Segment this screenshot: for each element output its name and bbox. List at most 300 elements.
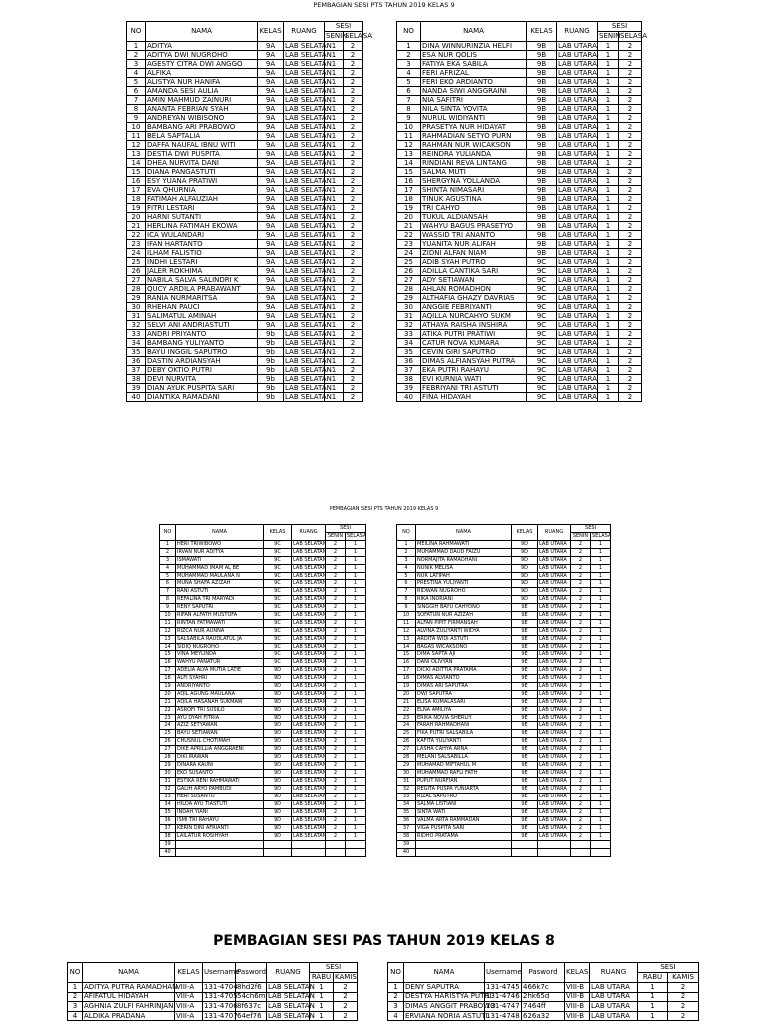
header-rabu: RABU <box>638 973 668 983</box>
table-cell: 9E <box>512 651 538 659</box>
table-cell: LAB SELATAN <box>285 329 332 338</box>
table-cell: EVA QHURNIA <box>146 186 258 195</box>
table-cell: LAB SELATAN <box>293 714 327 721</box>
table-cell: FIKA PUTRI SALSABILA <box>416 730 512 738</box>
table-cell: ATIKA PUTRI PRATIWI <box>421 330 527 339</box>
table-cell: ISMAWATI <box>176 556 264 564</box>
table-cell <box>416 840 512 848</box>
table-row <box>127 294 363 303</box>
table-cell: 22 <box>397 231 421 240</box>
table-cell: 18 <box>127 195 146 204</box>
table-cell: LAB UTARA <box>558 194 597 203</box>
table-cell: 2 <box>571 714 591 722</box>
table-cell: 9E <box>512 761 538 769</box>
table-cell: 9D <box>264 683 292 691</box>
table-cell: 1 <box>638 1002 668 1012</box>
table-row <box>397 195 642 204</box>
table-row <box>397 366 642 375</box>
table-cell: 9E <box>512 754 538 762</box>
table-cell: 1 <box>346 604 366 612</box>
table-cell: 9b <box>258 339 284 348</box>
table-cell: 16 <box>397 659 416 667</box>
table-cell: 9C <box>264 588 292 596</box>
table-cell: 1 <box>346 761 366 769</box>
table-row <box>397 777 611 785</box>
table-cell: 21 <box>397 222 421 231</box>
table-cell: 2 <box>326 746 346 754</box>
table-cell: FINA HIDAYAH <box>421 393 527 402</box>
table-cell: 1 <box>325 330 344 339</box>
table-cell: LAB SELATAN <box>293 548 327 555</box>
table-row <box>397 321 642 330</box>
table-cell: 14 <box>160 643 176 651</box>
table-cell: 1 <box>591 730 611 738</box>
table-cell: 2 <box>571 580 591 588</box>
table-row <box>160 793 366 801</box>
table-cell: 9B <box>527 123 557 132</box>
table-cell: 1 <box>598 348 619 357</box>
table-cell: 2 <box>571 619 591 627</box>
table-cell: SALSABILA RAUDLATUL JA <box>176 635 264 643</box>
table-row <box>397 60 642 69</box>
table-cell: 27 <box>397 276 421 285</box>
table-cell: LAB UTARA <box>538 761 571 769</box>
table-row <box>160 817 366 825</box>
header-no: NO <box>160 525 176 541</box>
table-row <box>160 848 366 856</box>
table-cell: 2 <box>571 683 591 691</box>
table-cell: AZIZ SETYAWAN <box>176 722 264 730</box>
table-cell: ATHAYA RAISHA INSHIRA <box>421 321 527 330</box>
table-cell: 1 <box>346 667 366 675</box>
section3-right-table <box>387 962 699 1021</box>
table-row <box>160 722 366 730</box>
table-header <box>127 22 373 42</box>
table-cell: LAB UTARA <box>558 176 597 185</box>
table-cell: 2 <box>334 983 358 993</box>
table-header <box>397 525 611 541</box>
table-cell: 9B <box>527 141 557 150</box>
table-cell: LAB SELATAN <box>293 643 327 650</box>
table-cell: 2 <box>571 738 591 746</box>
table-cell: 2 <box>344 276 363 285</box>
table-cell: 1 <box>325 123 344 132</box>
table-cell: 2 <box>619 168 642 177</box>
table-cell: 5 <box>397 572 416 580</box>
table-cell: FERI EKO ARDIANTO <box>421 78 527 87</box>
table-cell: LAB SELATAN <box>268 1001 315 1010</box>
header-rabu: RABU <box>310 973 334 983</box>
table-cell: 2 <box>326 817 346 825</box>
table-row <box>397 619 611 627</box>
table-cell: LAB SELATAN <box>293 801 327 808</box>
table-cell: 9C <box>527 285 557 294</box>
table-cell: 9B <box>527 168 557 177</box>
table-row <box>397 267 642 276</box>
table-cell: 1 <box>346 580 366 588</box>
table-cell: 7 <box>160 588 176 596</box>
table-cell: NUR LATIPAH <box>416 572 512 580</box>
table-row <box>160 738 366 746</box>
table-cell: NORMAJITA RAMADHANI <box>416 556 512 564</box>
header-kamis: KAMIS <box>335 973 357 981</box>
table-row <box>160 556 366 564</box>
table-cell: 9E <box>512 698 538 706</box>
table-cell: 37 <box>397 366 421 375</box>
table-row <box>397 339 642 348</box>
table-cell: LAB SELATAN <box>268 982 315 991</box>
table-cell: 8f637c <box>236 1002 267 1012</box>
table-cell: 9C <box>264 604 292 612</box>
table-cell: LAB SELATAN <box>285 41 332 50</box>
table-cell <box>571 840 591 848</box>
table-cell: 2 <box>571 667 591 675</box>
table-cell: ALFIKA <box>146 69 258 78</box>
table-cell: 1 <box>346 746 366 754</box>
table-cell: 7 <box>127 96 146 105</box>
table-cell: 2 <box>344 303 363 312</box>
table-cell: FATIYA EKA SABILA <box>421 60 527 69</box>
table-cell: 2 <box>344 267 363 276</box>
header-selasa: SELASA <box>620 32 648 40</box>
table-cell: 16 <box>160 659 176 667</box>
table-cell: ESTIKA RENI RAHMAWATI <box>176 777 264 785</box>
table-cell: 2 <box>127 51 146 60</box>
table-cell: 2 <box>571 777 591 785</box>
table-cell: 21 <box>160 698 176 706</box>
table-row <box>397 754 611 762</box>
table-cell: 1 <box>591 761 611 769</box>
table-cell: 9B <box>527 51 557 60</box>
table-cell: LAB UTARA <box>558 167 597 176</box>
table-row <box>160 840 366 848</box>
table-cell: 1 <box>325 366 344 375</box>
table-row <box>160 651 366 659</box>
table-cell: 2 <box>619 294 642 303</box>
table-cell: AHLAN ROMADHON <box>421 285 527 294</box>
table-cell: 29 <box>397 761 416 769</box>
table-cell: LAB SELATAN <box>293 746 327 753</box>
table-cell: AQILLA NURCAHYO SUKM <box>421 312 527 321</box>
table-cell: 1 <box>598 159 619 168</box>
table-cell: 2 <box>344 321 363 330</box>
table-cell: LAB SELATAN <box>268 992 315 1001</box>
table-row <box>397 612 611 620</box>
table-cell: SHERGYNA YOLLANDA <box>421 177 527 186</box>
table-cell: LAB UTARA <box>558 338 597 347</box>
table-cell: 9D <box>264 809 292 817</box>
table-cell: 9D <box>264 785 292 793</box>
table-cell: 2 <box>326 809 346 817</box>
table-cell: 9D <box>264 667 292 675</box>
table-cell: SELVI ANI ANDRIASTUTI <box>146 321 258 330</box>
table-cell: 54ch6m <box>237 992 266 1001</box>
table-row <box>397 675 611 683</box>
table-cell: LAB SELATAN <box>285 266 332 275</box>
table-cell: 1 <box>591 572 611 580</box>
table-cell: 2 <box>619 186 642 195</box>
table-cell: DIAN AYUK PUSPITA SARI <box>146 384 258 393</box>
table-cell: LAB SELATAN <box>293 785 327 792</box>
table-cell: 2 <box>571 698 591 706</box>
table-cell: INDAH YIANI <box>176 809 264 817</box>
table-cell: 1 <box>591 801 611 809</box>
table-cell: LAB SELATAN <box>285 392 332 401</box>
table-cell: 2 <box>668 992 699 1002</box>
table-cell: 1 <box>591 627 611 635</box>
table-cell: VIII-A <box>175 1002 203 1012</box>
table-cell: 31 <box>397 777 416 785</box>
table-cell: 2 <box>619 285 642 294</box>
table-cell: LAB UTARA <box>538 690 571 698</box>
table-row <box>397 572 611 580</box>
table-cell: LAB SELATAN <box>293 722 327 729</box>
table-cell: 2 <box>571 635 591 643</box>
table-cell: 29 <box>160 761 176 769</box>
table-cell: 19 <box>160 683 176 691</box>
table-row <box>160 612 366 620</box>
table-cell: 12 <box>160 627 176 635</box>
table-cell: 6 <box>160 580 176 588</box>
table-cell: 35 <box>397 348 421 357</box>
table-cell: 2 <box>344 258 363 267</box>
header-senin: SENIN <box>326 32 348 40</box>
table-cell: 12 <box>127 141 146 150</box>
table-cell: 1 <box>591 604 611 612</box>
header-sesi: SESI <box>571 525 611 533</box>
table-cell: 24 <box>397 722 416 730</box>
table-cell: LAB UTARA <box>558 158 597 167</box>
table-cell: 11 <box>397 132 421 141</box>
table-cell: LAB UTARA <box>558 293 597 302</box>
table-row <box>127 348 363 357</box>
table-cell: 1 <box>591 612 611 620</box>
table-cell: 2 <box>344 366 363 375</box>
table-row <box>127 177 363 186</box>
table-cell: LAB SELATAN <box>293 627 327 634</box>
header-nama: NAMA <box>83 963 175 983</box>
table-cell <box>292 848 326 856</box>
table-cell: 2 <box>334 992 358 1002</box>
table-cell: LAB UTARA <box>558 149 597 158</box>
table-cell: 1 <box>598 375 619 384</box>
table-cell: 1 <box>346 714 366 722</box>
table-cell: 20 <box>127 213 146 222</box>
table-cell: 2 <box>571 690 591 698</box>
table-cell: 2 <box>344 294 363 303</box>
table-cell: 9D <box>512 548 538 556</box>
table-cell: WAHYU BAGUS PRASETYO <box>421 222 527 231</box>
table-cell: DANI OLIVYAN <box>416 659 512 667</box>
section2-title: PEMBAGIAN SESI PTS TAHUN 2019 KELAS 9 <box>329 506 439 512</box>
table-cell: 9A <box>258 222 284 231</box>
header-kelas: KELAS <box>264 525 292 541</box>
table-cell: 1 <box>325 60 344 69</box>
table-body <box>68 983 358 1021</box>
table-cell: 1 <box>598 213 619 222</box>
table-cell: LAB SELATAN <box>293 540 327 547</box>
table-cell: TUKUL ALDIANSAH <box>421 213 527 222</box>
table-cell: 2 <box>344 51 363 60</box>
table-row <box>160 619 366 627</box>
table-row <box>397 627 611 635</box>
table-cell: AYU DYAH FITRIA <box>176 714 264 722</box>
table-cell: REGITA PUSPA YUNIARTA <box>416 785 512 793</box>
table-cell: 1 <box>346 556 366 564</box>
table-cell: 29 <box>397 294 421 303</box>
table-cell: 37 <box>160 825 176 833</box>
table-cell: 14 <box>127 159 146 168</box>
table-cell: 2 <box>326 769 346 777</box>
table-cell: 3 <box>397 60 421 69</box>
table-cell: 1 <box>598 267 619 276</box>
table-cell: 2 <box>619 393 642 402</box>
table-cell: LAB SELATAN <box>285 365 332 374</box>
table-cell: LAB SELATAN <box>285 158 332 167</box>
table-cell: 2 <box>344 204 363 213</box>
table-cell: 9D <box>264 769 292 777</box>
table-row <box>160 588 366 596</box>
table-cell: 22 <box>397 706 416 714</box>
table-cell: 28 <box>397 754 416 762</box>
table-cell: 2 <box>326 690 346 698</box>
table-cell: 1 <box>310 1011 334 1021</box>
table-cell: 9C <box>264 619 292 627</box>
table-cell: 1 <box>325 42 344 51</box>
table-cell: DASTIN ARDIANSYAH <box>146 357 258 366</box>
table-cell: 131-4707 <box>204 1011 238 1020</box>
table-cell: 3 <box>388 1002 404 1012</box>
table-row <box>160 667 366 675</box>
section2-right-table <box>396 524 611 857</box>
table-cell: 9D <box>512 588 538 596</box>
table-cell: LAB SELATAN <box>285 302 332 311</box>
table-cell: LAB UTARA <box>538 832 571 840</box>
table-cell: 9D <box>264 825 292 833</box>
table-cell: 2 <box>619 312 642 321</box>
table-cell: 24 <box>160 722 176 730</box>
table-cell: 1 <box>591 675 611 683</box>
table-cell: LAB SELATAN <box>293 817 327 824</box>
table-cell: ADITYA <box>146 42 258 51</box>
table-row <box>397 78 642 87</box>
table-cell: LAB SELATAN <box>285 347 332 356</box>
table-cell: 2 <box>619 231 642 240</box>
table-cell: 2 <box>619 96 642 105</box>
table-cell: 9A <box>258 303 284 312</box>
table-cell: NURUL WIDIYANTI <box>421 114 527 123</box>
table-cell: LAB UTARA <box>538 635 571 643</box>
table-cell: 9C <box>527 357 557 366</box>
table-cell: 2 <box>619 267 642 276</box>
table-cell <box>346 840 366 848</box>
table-cell: 1 <box>160 541 176 549</box>
table-cell: 2 <box>326 754 346 762</box>
table-cell: 39 <box>397 384 421 393</box>
header-kelas: KELAS <box>527 22 557 42</box>
table-cell: 2 <box>571 761 591 769</box>
table-cell: NANDA SIWI ANGGRAINI <box>421 87 527 96</box>
table-cell: 19 <box>397 683 416 691</box>
table-cell: 1 <box>325 231 344 240</box>
table-cell: PRESTINA YULIYANTI <box>416 580 512 588</box>
table-cell: 1 <box>325 303 344 312</box>
table-cell: 1 <box>591 706 611 714</box>
table-cell: 9D <box>264 730 292 738</box>
table-cell: LAB UTARA <box>558 122 597 131</box>
table-cell: ADITYA PUTRA RAMADHAN <box>84 982 178 991</box>
table-cell: LAB SELATAN <box>285 239 332 248</box>
table-cell: RIZAL SAPUTRO <box>416 793 512 801</box>
table-cell: LAB UTARA <box>538 651 571 659</box>
header-senin: SENIN <box>599 32 621 40</box>
table-cell: 1 <box>591 588 611 596</box>
table-cell: 1 <box>325 348 344 357</box>
table-cell: 2 <box>344 87 363 96</box>
table-cell: LAB UTARA <box>558 248 597 257</box>
table-cell: 1 <box>598 87 619 96</box>
table-cell: MEILINA RAHMAWATI <box>416 541 512 549</box>
table-cell: 9B <box>527 96 557 105</box>
table-cell: LAB UTARA <box>538 667 571 675</box>
table-cell: 9E <box>512 722 538 730</box>
table-cell: 2 <box>344 42 363 51</box>
table-cell: ICA WULANDARI <box>146 231 258 240</box>
table-cell: LAB SELATAN <box>285 203 332 212</box>
header-selasa: SELASA <box>345 32 373 40</box>
table-cell: 1 <box>598 51 619 60</box>
table-cell: LAB SELATAN <box>293 564 327 571</box>
table-cell: 2 <box>344 69 363 78</box>
table-cell: 1 <box>325 141 344 150</box>
table-cell: ALTHAFIA GHAZY DAVRIAS <box>421 294 527 303</box>
table-cell: 2 <box>619 276 642 285</box>
table-cell: 9A <box>258 294 284 303</box>
table-cell: VINA MEYLINDA <box>176 651 264 659</box>
table-cell: 9b <box>258 330 284 339</box>
table-cell: LAB SELATAN <box>293 675 327 682</box>
table-cell: LAB SELATAN <box>285 293 332 302</box>
table-cell: 1 <box>346 651 366 659</box>
table-cell: CHUSNUL CHOTIMAH <box>176 738 264 746</box>
table-cell: 9C <box>527 276 557 285</box>
table-cell: 34 <box>160 801 176 809</box>
table-cell: 20 <box>397 213 421 222</box>
table-cell: 1 <box>598 114 619 123</box>
table-cell: 34 <box>127 339 146 348</box>
table-cell: 1 <box>598 312 619 321</box>
table-cell: 16 <box>397 177 421 186</box>
table-cell: 1 <box>598 393 619 402</box>
table-cell: 2 <box>619 159 642 168</box>
table-cell: 31 <box>397 312 421 321</box>
table-row <box>397 51 642 60</box>
table-cell: 2 <box>619 348 642 357</box>
table-row <box>127 105 363 114</box>
table-cell: 9D <box>264 817 292 825</box>
table-cell: MUHAMMAD MAULANA N <box>176 572 264 580</box>
table-cell: 2 <box>344 168 363 177</box>
section1-title: PEMBAGIAN SESI PTS TAHUN 2019 KELAS 9 <box>313 1 455 9</box>
table-row <box>397 240 642 249</box>
table-cell: LAB SELATAN <box>285 104 332 113</box>
table-cell: VIII-A <box>175 1011 203 1021</box>
table-cell: 1 <box>346 588 366 596</box>
table-cell: 4 <box>68 1011 83 1021</box>
table-cell: 2 <box>326 572 346 580</box>
table-cell: ADITYA DWI NUGROHO <box>146 51 258 60</box>
table-cell: 1 <box>598 195 619 204</box>
